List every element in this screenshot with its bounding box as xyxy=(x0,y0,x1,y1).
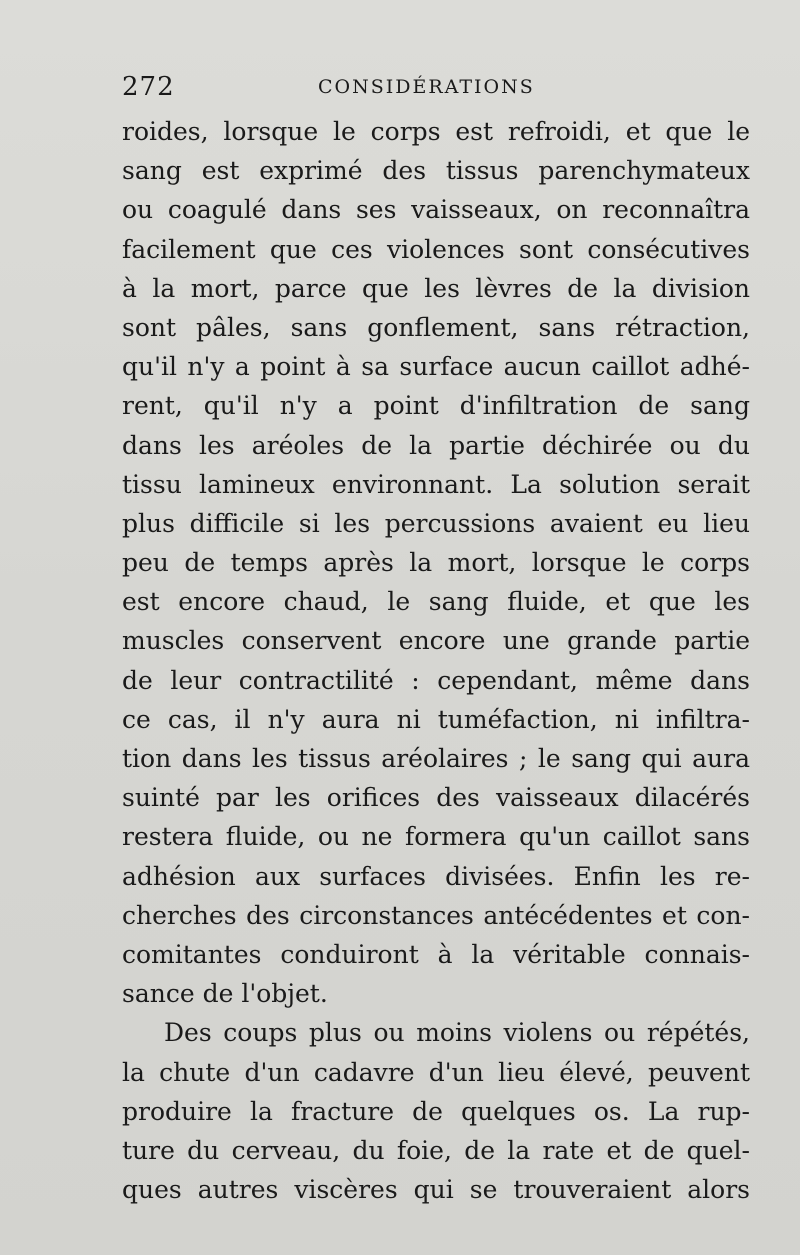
text-line: produire la fracture de quelques os. La rup- xyxy=(122,1096,750,1126)
text-line: plus difficile si les percussions avaient eu lieu xyxy=(122,508,750,538)
text-line: peu de temps après la mort, lorsque le corps xyxy=(122,548,750,578)
text-line: sance de l'objet. xyxy=(122,979,328,1009)
text-line: ou coagulé dans ses vaisseaux, on reconnaîtra xyxy=(122,195,750,225)
text-line: ques autres viscères qui se trouveraient alors xyxy=(122,1175,750,1205)
text-line: ture du cerveau, du foie, de la rate et de quel- xyxy=(122,1135,750,1165)
page-number: 272 xyxy=(122,72,175,102)
running-head: CONSIDÉRATIONS xyxy=(318,76,535,98)
text-line: Des coups plus ou moins violens ou répétés, xyxy=(164,1018,750,1048)
text-line: de leur contractilité : cependant, même dans xyxy=(122,665,750,695)
text-line: tion dans les tissus aréolaires ; le sang qui aura xyxy=(122,744,750,773)
text-line: ce cas, il n'y aura ni tuméfaction, ni infiltra- xyxy=(122,704,750,734)
text-line: restera fluide, ou ne formera qu'un caillot sans xyxy=(122,822,750,852)
text-line: à la mort, parce que les lèvres de la division xyxy=(122,273,750,303)
text-line: sont pâles, sans gonflement, sans rétraction, xyxy=(122,312,750,342)
text-line: muscles conservent encore une grande partie xyxy=(122,626,750,656)
text-line: rent, qu'il n'y a point d'infiltration de sang xyxy=(122,391,750,421)
text-line: dans les aréoles de la partie déchirée ou du xyxy=(122,430,750,460)
text-line: qu'il n'y a point à sa surface aucun caillot adhé- xyxy=(122,352,750,382)
text-line: la chute d'un cadavre d'un lieu élevé, peuvent xyxy=(122,1057,750,1087)
paragraph-1 xyxy=(122,112,750,1013)
body-text xyxy=(122,112,750,1209)
text-line: roides, lorsque le corps est refroidi, et que le xyxy=(122,117,750,146)
text-line: adhésion aux surfaces divisées. Enfin les re- xyxy=(122,861,750,891)
text-line: cherches des circonstances antécédentes et con- xyxy=(122,900,750,930)
text-line: tissu lamineux environnant. La solution serait xyxy=(122,469,750,499)
text-line: comitantes conduiront à la véritable connais- xyxy=(122,939,750,969)
text-line: facilement que ces violences sont consécutives xyxy=(122,234,750,264)
text-line: est encore chaud, le sang fluide, et que les xyxy=(122,587,750,617)
page-header xyxy=(122,72,742,106)
paragraph-2 xyxy=(122,1013,750,1209)
text-line: sang est exprimé des tissus parenchymateux xyxy=(122,156,750,186)
text-line: suinté par les orifices des vaisseaux dilacérés xyxy=(122,783,750,813)
